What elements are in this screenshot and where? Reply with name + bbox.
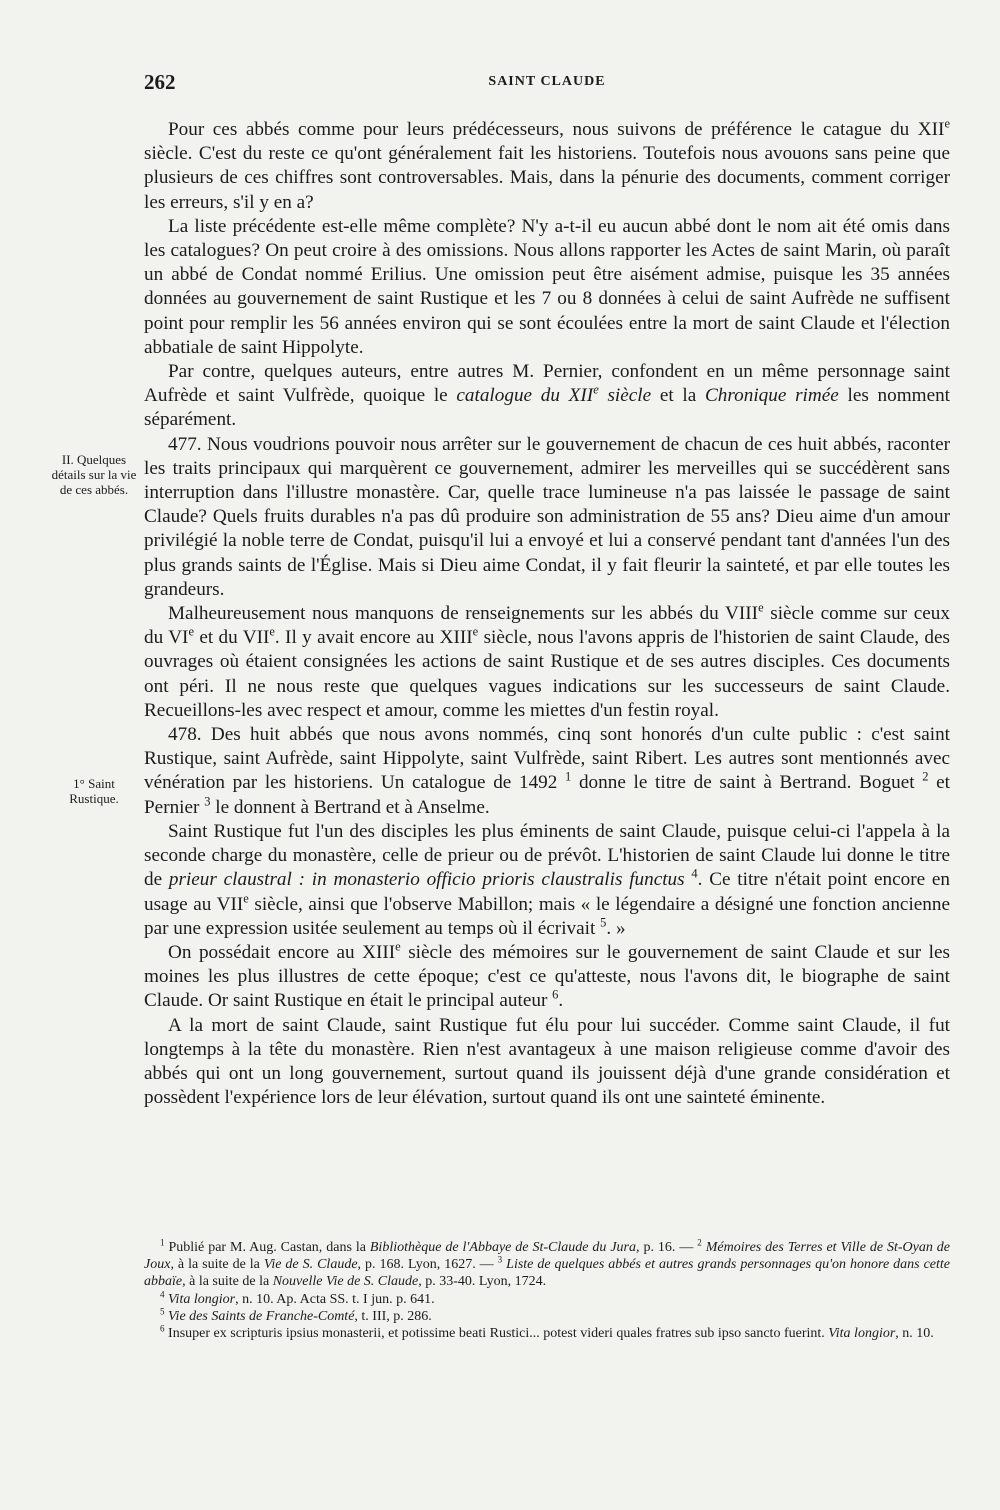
sidenote-details: II. Quelques détails sur la vie de ces abbés.	[51, 452, 137, 497]
main-text	[144, 118, 950, 1110]
footnote: $^6$ Insuper ex scripturis ipsius monasterii, et potissime beati Rustici... potest videri quales fratres sub ipso sancto fuerint. Vita longior, n. 10.	[160, 1323, 934, 1342]
paragraph: Par contre, quelques auteurs, entre autres M. Pernier, confondent en un même personnage saint Aufrède et saint Vulfrède, quoique le catalogue du XIIe siècle et la Chronique rimée les nomment séparément.	[144, 361, 951, 431]
paragraph: La liste précédente est-elle même complète? N'y a-t-il eu aucun abbé dont le nom ait été omis dans les catalogues? On peut croire à des omissions. Nous allons rapporter les Actes de saint Marin, où paraît un abbé de Condat nommé Erilius. Une omission peut être aisément admise, puisque les 35 années données au gouvernement de saint Rustique et les 7 ou 8 données à celui de saint Aufrède ne suffisent point pour remplir les 56 années environ qui se sont écoulées entre la mort de saint Claude et l'élection abbatiale de saint Hippolyte.	[144, 215, 950, 358]
paragraph: Malheureusement nous manquons de renseignements sur les abbés du VIIIe siècle comme sur ceux du VIe et du VIIe. Il y avait encore au XIIIe siècle, nous l'avons appris de l'historien de saint Claude, des ouvrages où étaient consignées les actions de saint Rustique et de ses autres disciples. Ces documents ont péri. Il ne nous reste que quelques vagues indications sur les successeurs de saint Claude. Recueillons-les avec respect et amour, comme les miettes d'un festin royal.	[144, 600, 950, 721]
paragraph: On possédait encore au XIIIe siècle des mémoires sur le gouvernement de saint Claude et sur les moines les plus illustres de cette époque; c'est ce qu'atteste, nous l'avons dit, le biographe de saint Claude. Or saint Rustique en était le principal auteur $^6$.	[144, 939, 950, 1012]
footnote: $^4$ Vita longior, n. 10. Ap. Acta SS. t. I jun. p. 641.	[160, 1288, 435, 1307]
footnote: $^1$ Publié par M. Aug. Castan, dans la Bibliothèque de l'Abbaye de St-Claude du Jura, p. 16. — $^2$ Mémoires des Terres et Ville de St-Oyan de Joux, à la suite de la Vie de S. Claude, p. 168. Lyon, 1627. — $^3$ Liste de quelques abbés et autres grands personnages qu'on honore dans cette abbaïe, à la suite de la Nouvelle Vie de S. Claude, p. 33-40. Lyon, 1724.	[144, 1237, 951, 1290]
paragraph-section-477: 477. Nous voudrions pouvoir nous arrêter sur le gouvernement de chacun de ces huit abbés, raconter les traits principaux qui marquèrent ce gouvernement, admirer les merveilles qui se succédèrent sans interruption dans l'illustre monastère. Car, quelle trace lumineuse n'a pas laissée le passage de saint Claude? Quels fruits durables n'a pas dû produire son administration de 55 ans? Dieu aime d'un amour privilégié la noble terre de Condat, puisqu'il lui a envoyé et lui a conservé pendant tant d'années l'un des plus grands saints de l'Église. Mais si Dieu aime Condat, il y fait fleurir la sainteté, et par elle toutes les grandeurs.	[144, 433, 950, 600]
footnote: $^5$ Vie des Saints de Franche-Comté, t. III, p. 286.	[160, 1306, 432, 1324]
running-title: SAINT CLAUDE	[488, 74, 606, 89]
page-number: 262	[144, 70, 176, 94]
footnotes	[144, 1239, 950, 1342]
paragraph: Saint Rustique fut l'un des disciples les plus éminents de saint Claude, puisque celui-ci l'appela à la seconde charge du monastère, celle de prieur ou de prévôt. L'historien de saint Claude lui donne le titre de prieur claustral : in monasterio officio prioris claustralis functus $^4$. Ce titre n'était point encore en usage au VIIe siècle, ainsi que l'observe Mabillon; mais « le légendaire a désigné une fonction ancienne par une expression usitée seulement au temps où il écrivait $^5$. »	[144, 820, 951, 939]
sidenote-saint-rustique: 1° Saint Rustique.	[69, 776, 119, 806]
paragraph-section-478: 478. Des huit abbés que nous avons nommés, cinq sont honorés d'un culte public : c'est saint Rustique, saint Aufrède, saint Hippolyte, saint Vulfrède, saint Ribert. Les autres sont mentionnés avec vénération par les historiens. Un catalogue de 1492 $^1$ donne le titre de saint à Bertrand. Boguet $^2$ et Pernier $^3$ le donnent à Bertrand et à Anselme.	[144, 724, 950, 818]
page-header	[144, 70, 950, 100]
paragraph: Pour ces abbés comme pour leurs prédécesseurs, nous suivons de préférence le catague du XIIe siècle. C'est du reste ce qu'ont généralement fait les historiens. Toutefois nous avouons sans peine que plusieurs de ces chiffres sont controversables. Mais, dans la pénurie des documents, comment corriger les erreurs, s'il y en a?	[144, 116, 950, 213]
paragraph: A la mort de saint Claude, saint Rustique fut élu pour lui succéder. Comme saint Claude, il fut longtemps à la tête du monastère. Rien n'est avantageux à une maison religieuse comme d'avoir des abbés qui ont un long gouvernement, surtout quand ils jouissent déjà d'une grande considération et possèdent l'expérience lors de leur élévation, surtout quand ils ont une sainteté éminente.	[144, 1014, 950, 1109]
